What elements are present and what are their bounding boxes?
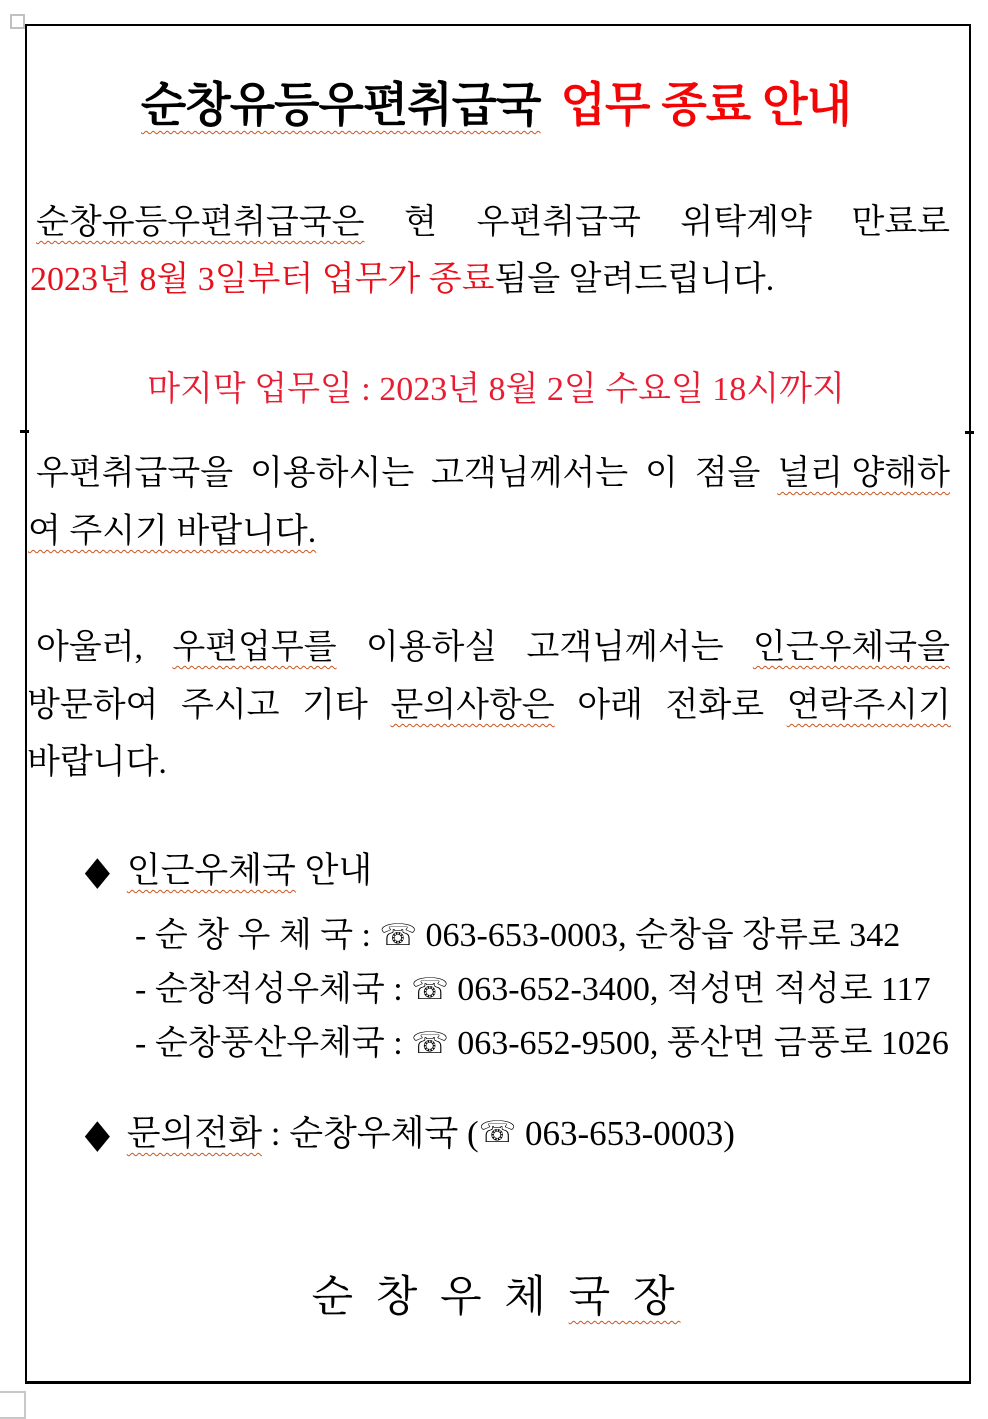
phone-icon: ☏ — [478, 1115, 517, 1150]
diamond-bullet-icon: ◆ — [84, 1111, 110, 1157]
signature-tail: 국 장 — [568, 1274, 681, 1321]
closure-date-text: 2023년 8월 3일부터 업무가 종료 — [30, 261, 495, 298]
para3-word: 아래 — [577, 687, 643, 724]
para3-word: 연락주시기 — [786, 687, 951, 724]
table-handle-top-icon[interactable] — [10, 14, 25, 29]
nearby-post-offices-heading — [82, 850, 372, 892]
para2-line1 — [36, 454, 950, 494]
para2-word: 이 — [644, 455, 678, 492]
para3-line2 — [27, 686, 951, 726]
inquiry-phone-line — [82, 1113, 735, 1155]
para2-word: 이용하시는 — [249, 455, 415, 492]
para3-word: 아울러, — [36, 629, 144, 666]
last-business-day: 마지막 업무일 : 2023년 8월 2일 수요일 18시까지 — [147, 371, 845, 408]
para3-word: 문의사항은 — [390, 687, 555, 724]
para3-line3: 바랍니다. — [27, 744, 167, 781]
title-agency: 순창유등우편취급국 — [140, 78, 541, 131]
para3-word: 고객님께서는 — [526, 629, 724, 666]
post-office-name: - 순창풍산우체국 : — [135, 1025, 412, 1062]
para3-word: 방문하여 — [27, 687, 159, 724]
para2-word: 고객님께서는 — [431, 455, 629, 492]
para2-word: 점을 — [694, 455, 761, 492]
para1-word: 순창유등우편취급국은 — [36, 204, 365, 241]
para2-word: 널리 양해하 — [777, 455, 950, 492]
para1-line2 — [30, 260, 774, 300]
signature-postmaster — [25, 1272, 967, 1324]
para3-word: 인근우체국을 — [752, 629, 950, 666]
page-title — [25, 73, 967, 137]
phone-icon: ☏ — [411, 1026, 449, 1061]
para3-word: 이용하실 — [365, 629, 498, 666]
para2-line2 — [28, 512, 316, 552]
para1-word: 현 — [404, 204, 437, 241]
table-row-joint-left — [20, 430, 29, 433]
nearby-heading-rest: 안내 — [295, 851, 373, 890]
title-closure: 업무 종료 안내 — [560, 78, 852, 131]
post-office-contact: 063-653-0003, 순창읍 장류로 342 — [417, 917, 901, 954]
para3-word: 주시고 — [180, 687, 280, 724]
signature-head: 순 창 우 체 — [311, 1274, 569, 1321]
para1-line1 — [36, 203, 950, 243]
phone-icon: ☏ — [379, 918, 418, 953]
para3-line1 — [36, 628, 950, 668]
post-office-row — [135, 970, 931, 1011]
post-office-contact: 063-652-9500, 풍산면 금풍로 1026 — [448, 1025, 949, 1062]
inquiry-label: 문의전화 — [126, 1114, 263, 1153]
table-row-joint-right — [965, 431, 974, 434]
diamond-bullet-icon: ◆ — [84, 848, 110, 894]
nearby-heading-wavy: 인근우체국 — [126, 851, 296, 890]
para2-word: 우편취급국을 — [36, 455, 234, 492]
para1-line2-black: 됨을 알려드립니다. — [494, 261, 775, 298]
inquiry-mid: : 순창우체국 ( — [262, 1114, 479, 1153]
para1-word: 위탁계약 — [680, 204, 812, 241]
inquiry-number: 063-653-0003) — [516, 1114, 735, 1153]
table-handle-bottom-icon[interactable] — [0, 1391, 26, 1419]
post-office-name: - 순창적성우체국 : — [135, 971, 412, 1008]
phone-icon: ☏ — [411, 972, 449, 1007]
post-office-row — [135, 1024, 949, 1065]
para3-word: 전화로 — [665, 687, 765, 724]
para3-word: 우편업무를 — [172, 629, 337, 666]
para1-word: 만료로 — [851, 204, 950, 241]
post-office-row — [135, 916, 900, 957]
para1-word: 우편취급국 — [476, 204, 641, 241]
post-office-name: - 순 창 우 체 국 : — [135, 917, 380, 954]
post-office-contact: 063-652-3400, 적성면 적성로 117 — [448, 971, 931, 1008]
para2-line2-text: 여 주시기 바랍니다. — [28, 513, 317, 550]
para3-word: 기타 — [302, 687, 368, 724]
